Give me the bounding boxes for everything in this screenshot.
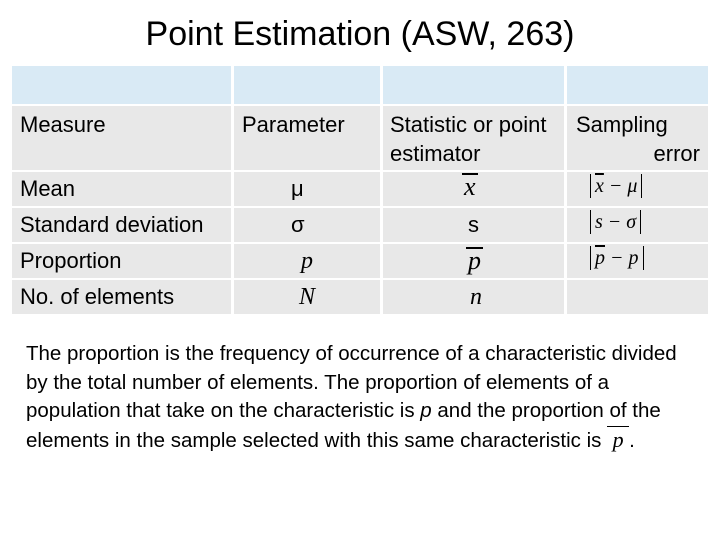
table-row-mean-error — [590, 174, 642, 198]
table-row-count-parameter: N — [299, 284, 316, 310]
slide-title: Point Estimation (ASW, 263) — [145, 15, 575, 53]
row-divider — [12, 206, 708, 208]
table-row-mean-measure: Mean — [20, 176, 76, 201]
error-operator: − — [602, 211, 627, 233]
error-term-a: $\overline{p}$ — [595, 247, 605, 269]
row-divider — [12, 242, 708, 244]
row-divider — [12, 170, 708, 172]
table-row-count-statistic: n — [470, 284, 482, 310]
table-row-mean-statistic: x — [464, 172, 476, 201]
table-header-band — [12, 66, 708, 104]
paragraph-text-2: and the proportion of the elements in the sample selected with this same characteristic is — [26, 399, 661, 452]
error-term-b: σ — [626, 211, 637, 233]
error-operator: − — [603, 175, 628, 197]
paragraph-text-3: . — [629, 428, 635, 452]
table-row-sd-measure: Standard deviation — [20, 212, 204, 237]
header-sampling-line1: Sampling — [576, 112, 668, 137]
header-parameter: Parameter — [242, 112, 345, 137]
row-divider — [12, 278, 708, 280]
table-row-count-measure: No. of elements — [20, 284, 175, 309]
table-row-proportion-error — [590, 246, 644, 270]
header-statistic-line1: Statistic or point — [390, 112, 547, 137]
table-row-mean-parameter: μ — [291, 176, 304, 201]
table-row-sd-error — [590, 210, 641, 234]
paragraph-text-1: The proportion is the frequency of occurrence of a characteristic divided by the total number of elements. The proportion of elements of a population that take on the characteristic is — [26, 342, 677, 422]
header-statistic-line2: estimator — [390, 141, 481, 166]
table-row-proportion-statistic: p — [468, 246, 481, 275]
table-row-sd-statistic: s — [468, 212, 479, 237]
header-measure: Measure — [20, 112, 106, 137]
table-row-proportion-measure: Proportion — [20, 248, 122, 273]
explanation-paragraph — [26, 340, 696, 455]
error-operator: − — [605, 247, 629, 269]
table-row-proportion-parameter: p — [301, 248, 313, 274]
p-symbol: p — [420, 399, 432, 422]
point-estimation-table — [12, 66, 708, 316]
header-sampling-line2: error — [653, 141, 700, 166]
error-term-b: p — [628, 247, 639, 269]
table-row-sd-parameter: σ — [291, 212, 305, 237]
p-bar-symbol: p — [607, 426, 629, 455]
error-term-b: μ — [627, 175, 638, 197]
error-term-a: s — [595, 211, 603, 233]
error-term-a: $\overline{x}$ — [595, 175, 604, 197]
row-divider — [12, 104, 708, 106]
